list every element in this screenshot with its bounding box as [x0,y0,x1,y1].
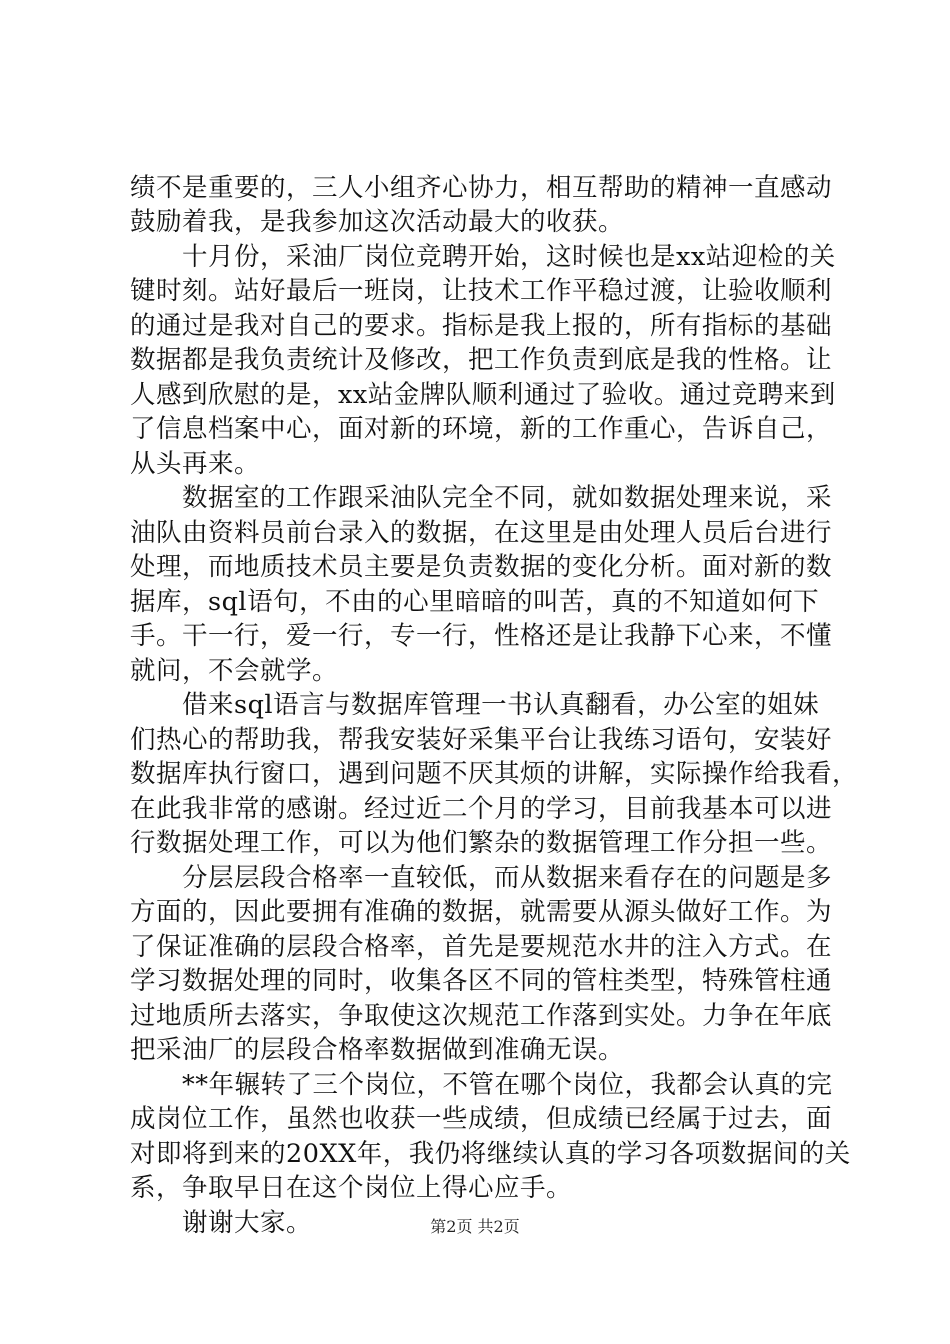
text-line: 就问，不会就学。 [130,655,339,686]
text-line: 鼓励着我，是我参加这次活动最大的收获。 [130,207,625,238]
text-line: 数据室的工作跟采油队完全不同，就如数据处理来说，采 [182,483,833,514]
text-line: 们热心的帮助我，帮我安装好采集平台让我练习语句，安装好 [130,724,833,755]
text-line: 油队由资料员前台录入的数据，在这里是由处理人员后台进行 [130,517,833,548]
text-line: 成岗位工作，虽然也收获一些成绩，但成绩已经属于过去，面 [130,1104,833,1135]
text-line: 键时刻。站好最后一班岗，让技术工作平稳过渡，让验收顺利 [130,276,833,307]
text-line: 绩不是重要的，三人小组齐心协力，相互帮助的精神一直感动 [130,173,833,203]
text-line: 借来sql语言与数据库管理一书认真翻看，办公室的姐妹 [182,690,820,721]
text-line: 对即将到来的20XX年，我仍将继续认真的学习各项数据间的关 [130,1138,851,1169]
text-line: 学习数据处理的同时，收集各区不同的管柱类型，特殊管柱通 [130,966,833,997]
text-line: 在此我非常的感谢。经过近二个月的学习，目前我基本可以进 [130,793,833,824]
text-line: 系，争取早日在这个岗位上得心应手。 [130,1173,573,1204]
text-line: 数据库执行窗口，遇到问题不厌其烦的讲解，实际操作给我看， [130,759,859,790]
text-line: 数据都是我负责统计及修改，把工作负责到底是我的性格。让 [130,345,833,376]
text-line: 的通过是我对自己的要求。指标是我上报的，所有指标的基础 [130,310,833,341]
text-line: 过地质所去落实，争取使这次规范工作落到实处。力争在年底 [130,1000,833,1031]
text-line: 人感到欣慰的是，xx站金牌队顺利通过了验收。通过竞聘来到 [130,379,836,410]
text-line: 了保证准确的层段合格率，首先是要规范水井的注入方式。在 [130,931,833,962]
text-line: 了信息档案中心，面对新的环境，新的工作重心，告诉自己， [130,414,833,445]
text-line: 行数据处理工作，可以为他们繁杂的数据管理工作分担一些。 [130,828,833,859]
text-line: 谢谢大家。 [182,1207,313,1238]
text-line: 手。干一行，爱一行，专一行，性格还是让我静下心来，不懂 [130,621,833,652]
text-line: 从头再来。 [130,448,261,479]
text-line: 分层层段合格率一直较低，而从数据来看存在的问题是多 [182,862,833,893]
text-line: 十月份，采油厂岗位竞聘开始，这时候也是xx站迎检的关 [182,241,836,272]
text-line: 据库，sql语句，不由的心里暗暗的叫苦，真的不知道如何下 [130,586,820,617]
text-line: 方面的，因此要拥有准确的数据，就需要从源头做好工作。为 [130,897,833,928]
page-footer: 第2页 共2页 [430,1217,520,1236]
text-line: **年辗转了三个岗位，不管在哪个岗位，我都会认真的完 [182,1069,833,1100]
text-line: 处理，而地质技术员主要是负责数据的变化分析。面对新的数 [130,552,833,583]
text-line: 把采油厂的层段合格率数据做到准确无误。 [130,1035,625,1066]
